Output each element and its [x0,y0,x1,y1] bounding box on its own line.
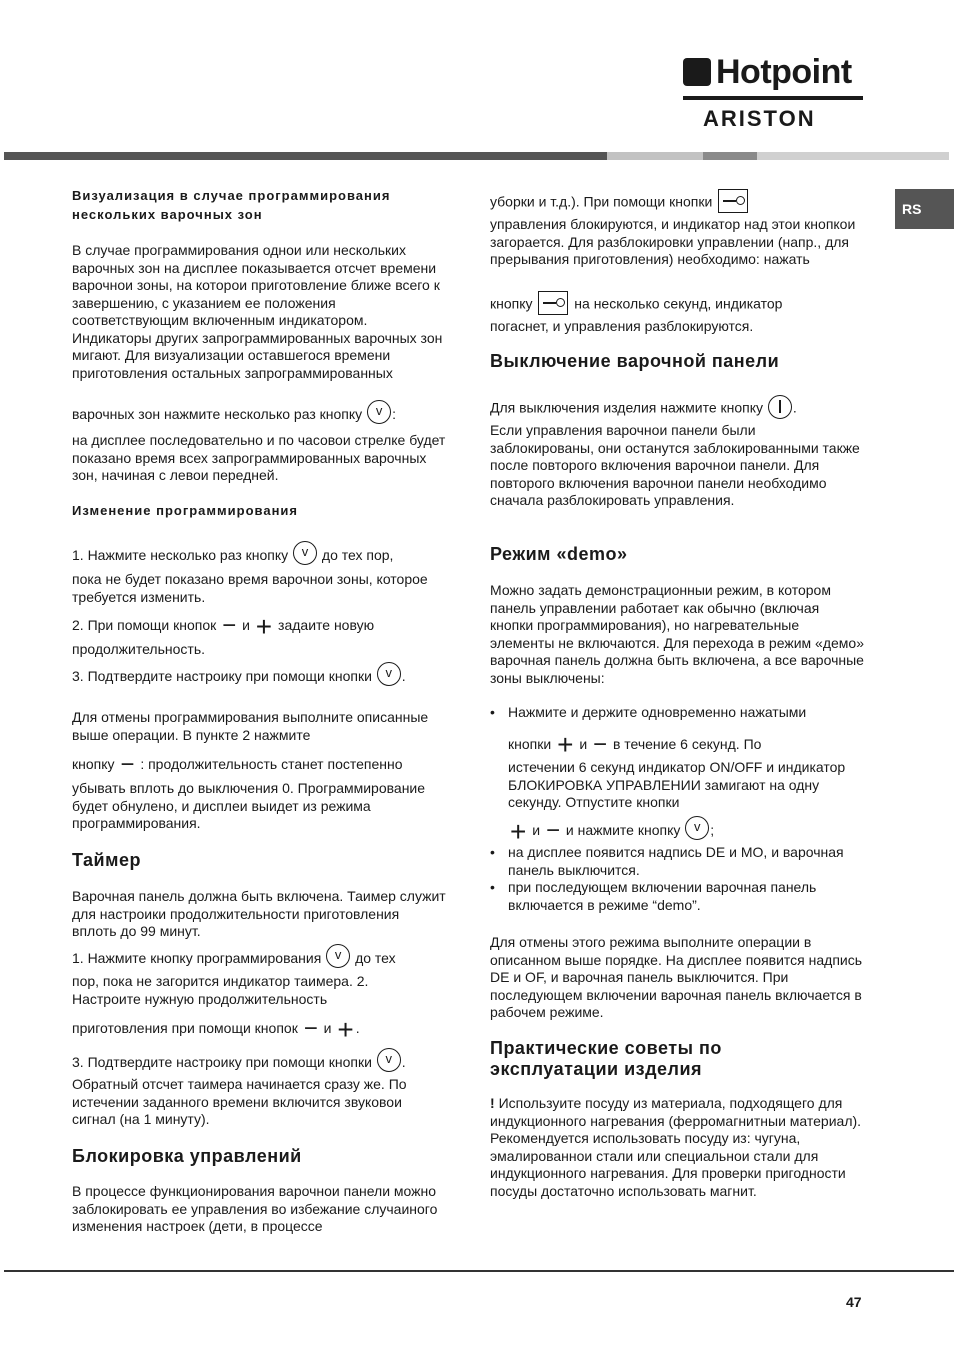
plus-icon: + [255,610,273,642]
heading-control-lock: Блокировка управлений [72,1146,302,1166]
switch-off-line: Для выключения изделия нажмите кнопку . [490,399,870,419]
step-2-line: 2. При помощи кнопок − и + задаите новую [72,610,375,642]
timer-step-1: 1. Нажмите кнопку программирования v до тех [72,950,452,968]
confirm-check-icon: v [377,662,401,686]
lock-line-1: уборки и т.д.). При помощи кнопки [490,193,870,213]
power-icon [768,395,792,419]
confirm-check-icon: v [326,944,350,968]
confirm-check-icon: v [377,1048,401,1072]
demo-steps-list [490,704,870,914]
demo-text-1: Можно задать демонстрационныи режим, в котором панель управлении работает как обычно (включая кнопки программирования), но нагревательные элементы не включаются. Для перехода в режим «демо» варочная панель должна быть включена, а все варочные зоны выключены: [490,582,864,686]
step-1-text: пока не будет показано время варочнои зоны, которое требуется изменить. [72,571,428,605]
list-item: • при последующем включении варочная панель включается в режиме “demo”. [490,879,858,914]
paragraph-multi-zone: В случае программирования однои или нескольких варочных зон на дисплее показывается отсчет времени варочнои зоны, на которои приготовление ближе всего к завершению, с указанием ее положения соответствующим включенным индикатором. Индикаторы других запрограммированных варочных зон мигают. Для визуализации оставшегося времени приготовления остальных запрограммированных [72,242,443,381]
confirm-check-icon: v [293,541,317,565]
minus-icon: − [303,1015,318,1042]
page-number: 47 [846,1294,862,1310]
right-column [490,0,870,1260]
minus-icon: − [545,816,560,844]
timer-text-end: Обратный отсчет таимера начинается сразу же. По истечении заданного времени включится звуковои сигнал (на 1 минуту). [72,1076,407,1127]
minus-icon: − [120,751,135,778]
cancel-text-2: кнопку − : продолжительность станет постепенно [72,751,403,778]
cancel-text-1: Для отмены программирования выполните описанные выше операции. В пункте 2 нажмите [72,709,429,743]
switch-off-text: Если управления варочнои панели были заблокированы, они останутся заблокированными также после повторого включения варочнои панели. Для повторого включения варочнои панели необходимо сначала разблокировать управления. [490,422,860,508]
brand-name: Hotpoint [716,53,852,91]
left-column [72,0,452,1260]
list-item: • Нажмите и держите одновременно нажатыми кнопки + и − в течение 6 секунд. По истечении 6 секунд индикатор ON/OFF и индикатор БЛОКИРОВКА УПРАВЛЕНИИ замигают на одну секунду. Отпустите кнопки + и − и нажмите кнопку v ; [490,704,870,840]
plus-icon: + [557,729,574,761]
confirm-check-icon: v [367,400,391,424]
heading-timer: Таймер [72,850,141,870]
timer-step-2: пор, пока не загорится индикатор таимера. 2. Настроите нужную продолжительность [72,973,369,1007]
step-1-line: 1. Нажмите несколько раз кнопку v до тех пор, [72,547,452,565]
cancel-text-3: убывать вплоть до выключения 0. Программирование будет обнулено, и дисплеи выидет из режима программирования. [72,780,426,831]
timer-text-1: Варочная панель должна быть включена. Таимер служит для настроики продолжительности приготовления вплоть до 99 минут. [72,888,446,939]
step-2-text: продолжительность. [72,641,205,657]
lock-key-icon [538,291,568,315]
warning-mark: ! [490,1095,495,1111]
minus-icon: − [222,612,237,639]
paragraph-multi-zone-end: на дисплее последовательно и по часовои стрелке будет показано время всех запрограммированных варочных зон, начиная с левои передней. [72,432,446,483]
demo-text-2: Для отмены этого режима выполните операции в описанном выше порядке. На дисплее появится надпись DE и OF, и варочная панель выключится. При последующем включении варочная панель включается в рабочем режиме. [490,934,863,1020]
lock-text-1: В процессе функционирования варочнои панели можно заблокировать ее управления во избежание случаиного изменения настроек (дети, в процессе [72,1183,438,1234]
list-item: • на дисплее появится надпись DE и MO, и варочная панель выключится. [490,844,848,879]
plus-icon: + [510,815,527,847]
tip-text: ! Используите посуду из материала, подходящего для индукционного нагревания (ферромагнитныи материал). Рекомендуется использовать посуду из: чугуна, эмалированнои стали или специальнои стали для индукционного нагревания. Для проверки пригодности посуды достаточно использовать магнит. [490,1095,862,1199]
unlock-line: кнопку на несколько секунд, индикатор [490,295,870,315]
timer-step-3: 3. Подтвердите настроику при помощи кнопки v . [72,1054,452,1072]
paragraph-multi-zone-button: варочных зон нажмите несколько раз кнопку v : [72,406,452,424]
confirm-check-icon: v [685,816,709,840]
plus-icon: + [337,1013,354,1045]
language-tab: RS [895,189,954,229]
minus-icon: − [593,730,608,758]
heading-demo: Режим «demo» [490,544,628,564]
heading-multi-zone: Визуализация в случае программирования нескольких варочных зон [72,188,391,222]
heading-practical-tips: Практические советы по эксплуатации изделия [490,1038,722,1079]
brand-sub: ARISTON [703,106,816,131]
heading-switch-off: Выключение варочной панели [490,351,780,371]
lock-key-icon [718,189,748,213]
heading-change-programming: Изменение программирования [72,503,299,518]
unlock-text: погаснет, и управления разблокируются. [490,318,754,334]
lock-text-2: управления блокируются, и индикатор над этои кнопкои загорается. Для разблокировки управлении (напр., для прерывания приготовления) необходимо: нажать [490,216,856,267]
timer-step-2-buttons: приготовления при помощи кнопок − и + . [72,1013,360,1045]
step-3-line: 3. Подтвердите настроику при помощи кнопки v . [72,668,452,686]
footer-rule [4,1270,954,1272]
